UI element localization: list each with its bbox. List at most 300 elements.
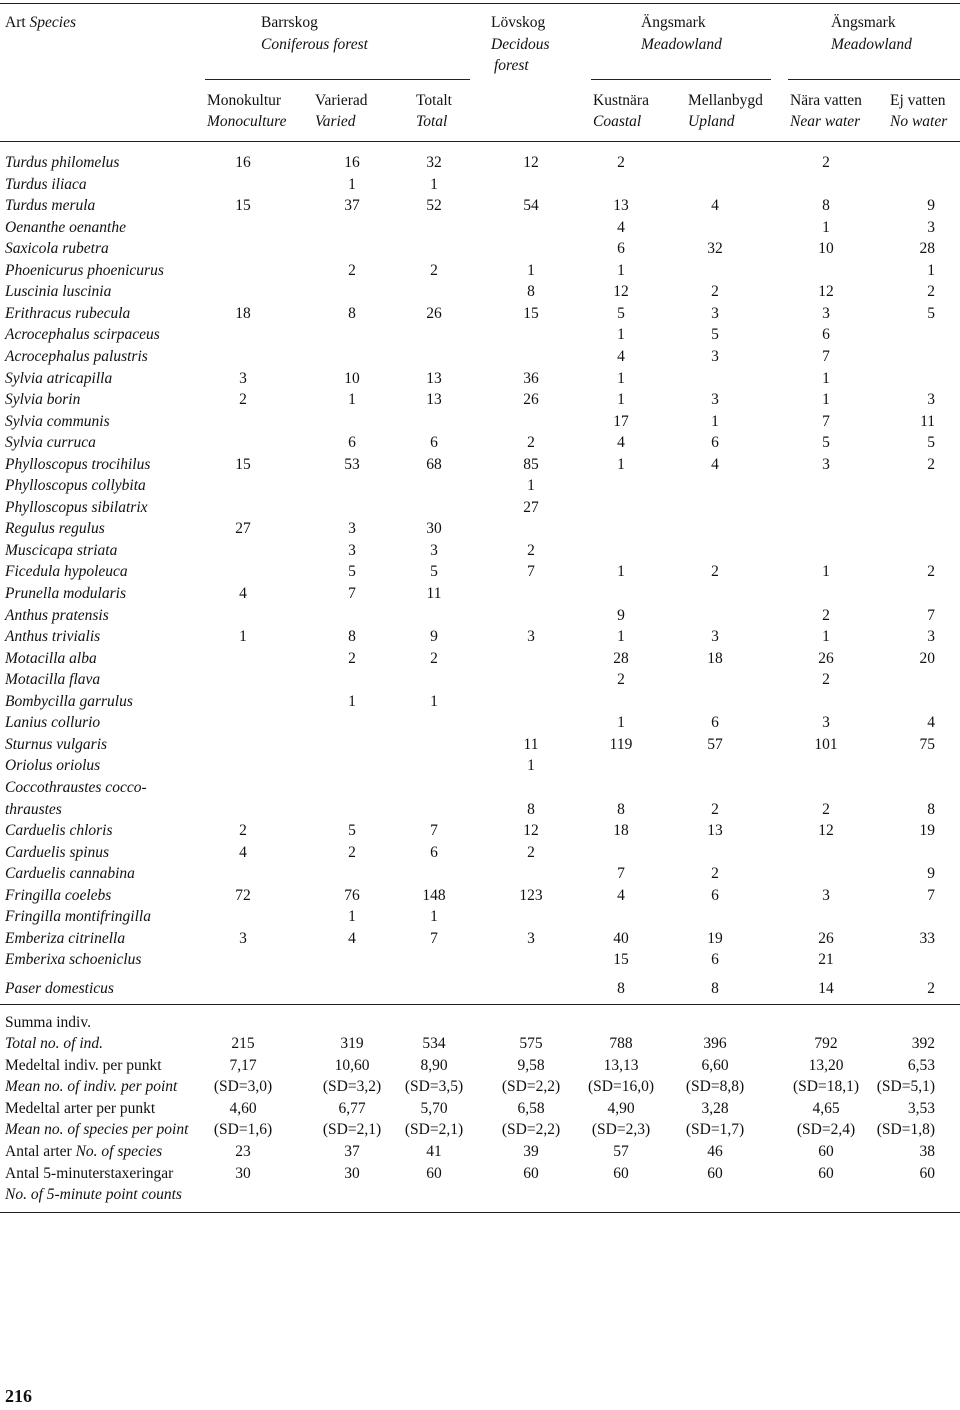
summary-cell: 6,58 <box>517 1100 545 1117</box>
table-cell: 8 <box>527 800 535 818</box>
table-cell: 8 <box>348 628 356 646</box>
table-cell: 2 <box>430 649 438 667</box>
table-cell: 1 <box>822 369 830 387</box>
table-cell: 75 <box>919 735 935 753</box>
table-cell: 7 <box>527 563 535 581</box>
col-totalt-sv: Totalt <box>416 92 452 109</box>
species-name: Acrocephalus scirpaceus <box>5 326 160 344</box>
table-cell: 27 <box>523 498 539 516</box>
summary-cell: 60 <box>818 1165 834 1182</box>
table-cell: 2 <box>822 154 830 171</box>
table-cell: 13 <box>707 822 723 840</box>
summary-cell: (SD=2,4) <box>796 1121 856 1138</box>
table-cell: 6 <box>348 434 356 452</box>
table-cell: 3 <box>348 541 356 559</box>
group-rule-angsmark2 <box>788 79 960 80</box>
table-cell: 18 <box>613 822 629 840</box>
group-angsmark2-sv: Ängsmark <box>831 14 896 31</box>
summary-label <box>5 1163 173 1185</box>
table-cell: 28 <box>919 240 935 258</box>
summary-cell: 10,60 <box>334 1057 370 1074</box>
table-cell: 10 <box>344 369 360 387</box>
table-cell: 1 <box>617 563 625 581</box>
summary-cell: (SD=16,0) <box>587 1078 655 1095</box>
summary-label-part: Medeltal arter per punkt <box>5 1100 156 1117</box>
table-cell: 6 <box>711 951 719 969</box>
summary-cell: 9,58 <box>517 1057 545 1074</box>
table-cell: 6 <box>430 843 438 861</box>
summary-cell: 4,65 <box>812 1100 840 1117</box>
summary-cell: (SD=2,2) <box>501 1121 561 1138</box>
table-cell: 6 <box>430 434 438 452</box>
table-cell: 13 <box>426 369 442 387</box>
table-cell: 9 <box>617 606 625 624</box>
table-cell: 5 <box>348 822 356 840</box>
summary-cell: 3,53 <box>907 1100 935 1117</box>
summary-label <box>5 1012 91 1034</box>
table-cell: 3 <box>927 218 935 236</box>
table-cell: 2 <box>711 563 719 581</box>
group-angsmark1-sv: Ängsmark <box>641 14 706 31</box>
table-cell: 3 <box>822 304 830 322</box>
table-cell: 1 <box>430 908 438 926</box>
table-cell: 2 <box>430 261 438 279</box>
group-lovskog-sv: Lövskog <box>491 14 546 31</box>
table-cell: 7 <box>822 347 830 365</box>
summary-cell: 392 <box>911 1035 935 1052</box>
table-cell: 3 <box>527 628 535 646</box>
species-name: Sylvia atricapilla <box>5 369 113 387</box>
col-kustnara-en: Coastal <box>593 113 642 130</box>
species-name: Turdus iliaca <box>5 175 87 193</box>
table-cell: 1 <box>430 175 438 193</box>
table-cell: 5 <box>711 326 719 344</box>
summary-cell: 30 <box>235 1165 251 1182</box>
table-cell: 7 <box>927 606 935 624</box>
table-cell: 3 <box>527 929 535 947</box>
summary-label-part: Antal 5-minuterstaxeringar <box>5 1165 174 1182</box>
table-cell: 2 <box>711 800 719 818</box>
col-monokultur-sv: Monokultur <box>207 92 282 109</box>
col-ej-vatten-en: No water <box>890 113 948 130</box>
table-cell: 15 <box>235 455 251 473</box>
table-cell: 21 <box>818 951 834 969</box>
table-cell: 101 <box>814 735 838 753</box>
species-name: Luscinia luscinia <box>5 283 112 301</box>
summary-cell: (SD=2,1) <box>404 1121 464 1138</box>
species-name: Motacilla alba <box>5 649 97 667</box>
summary-cell: 37 <box>344 1143 360 1160</box>
table-cell: 1 <box>617 455 625 473</box>
summary-label <box>5 1119 188 1141</box>
page-number: 216 <box>5 1386 32 1406</box>
table-cell: 1 <box>617 714 625 732</box>
species-name: Saxicola rubetra <box>5 240 109 258</box>
table-cell: 1 <box>617 628 625 646</box>
summary-cell: 3,28 <box>701 1100 729 1117</box>
table-cell: 36 <box>523 369 539 387</box>
table-cell: 30 <box>426 520 442 538</box>
summary-cell: 13,20 <box>808 1057 844 1074</box>
table-cell: 3 <box>711 391 719 409</box>
summary-cell: 792 <box>814 1035 838 1052</box>
table-cell: 4 <box>617 347 625 365</box>
species-name: Sylvia borin <box>5 391 81 409</box>
table-cell: 3 <box>348 520 356 538</box>
table-cell: 4 <box>617 218 625 236</box>
table-cell: 2 <box>927 283 935 301</box>
table-cell: 2 <box>348 649 356 667</box>
species-name: Bombycilla garrulus <box>5 692 133 710</box>
species-name: Emberixa schoeniclus <box>5 951 142 969</box>
summary-cell: (SD=1,7) <box>685 1121 745 1138</box>
table-cell: 16 <box>344 154 360 171</box>
table-cell: 37 <box>344 197 360 215</box>
table-cell: 15 <box>523 304 539 322</box>
group-lovskog-en2: forest <box>494 57 529 74</box>
table-cell: 72 <box>235 886 251 904</box>
table-cell: 4 <box>617 886 625 904</box>
summary-cell: 60 <box>523 1165 539 1182</box>
table-cell: 9 <box>927 865 935 883</box>
summary-cell: (SD=5,1) <box>876 1078 935 1095</box>
group-barrskog-sv: Barrskog <box>261 14 318 31</box>
species-name: Turdus merula <box>5 197 96 215</box>
species-name: Regulus regulus <box>5 520 105 538</box>
table-cell: 27 <box>235 520 251 538</box>
table-cell: 5 <box>430 563 438 581</box>
summary-cell: 23 <box>235 1143 251 1160</box>
col-totalt-en: Total <box>416 113 448 130</box>
col-mellanbygd-sv: Mellanbygd <box>688 92 763 109</box>
table-cell: 7 <box>348 585 356 602</box>
table-cell: 1 <box>527 261 535 279</box>
header-art-species <box>5 12 76 34</box>
summary-cell: (SD=3,5) <box>404 1078 464 1095</box>
summary-cell: 30 <box>344 1165 360 1182</box>
summary-label <box>5 1098 155 1120</box>
table-cell: 1 <box>348 692 356 710</box>
table-cell: 7 <box>822 412 830 430</box>
table-cell: 2 <box>617 671 625 689</box>
table-cell: 1 <box>822 628 830 646</box>
group-lovskog-en: Decidous <box>491 36 550 53</box>
table-cell: 12 <box>523 822 539 840</box>
table-cell: 1 <box>617 326 625 344</box>
table-cell: 2 <box>822 606 830 624</box>
group-rule-barrskog <box>205 79 470 80</box>
summary-cell: 788 <box>609 1035 633 1052</box>
species-name: Oenanthe oenanthe <box>5 218 126 236</box>
summary-label <box>5 1141 162 1163</box>
summary-cell: 39 <box>523 1143 539 1160</box>
table-cell: 2 <box>239 391 247 409</box>
table-cell: 11 <box>920 412 935 430</box>
table-cell: 13 <box>426 391 442 409</box>
table-cell: 9 <box>927 197 935 215</box>
species-name: Fringilla montifringilla <box>5 908 151 926</box>
table-cell: 5 <box>927 434 935 452</box>
summary-cell: 4,90 <box>607 1100 635 1117</box>
species-name: Oriolus oriolus <box>5 757 101 775</box>
group-angsmark1-en: Meadowland <box>641 36 722 53</box>
summary-cell: (SD=8,8) <box>685 1078 745 1095</box>
summary-cell: (SD=3,0) <box>213 1078 273 1095</box>
table-cell: 4 <box>927 714 935 732</box>
species-name: Carduelis spinus <box>5 843 110 861</box>
species-name: Anthus trivialis <box>5 628 101 646</box>
summary-label <box>5 1184 182 1206</box>
table-cell: 57 <box>707 735 723 753</box>
summary-label-part: Total no. of ind. <box>5 1035 104 1052</box>
species-name: Sylvia curruca <box>5 434 96 452</box>
table-cell: 6 <box>711 886 719 904</box>
summary-label <box>5 1033 103 1055</box>
table-cell: 2 <box>348 843 356 861</box>
table-cell: 3 <box>927 391 935 409</box>
table-cell: 2 <box>527 434 535 452</box>
summary-cell: 7,17 <box>229 1057 257 1074</box>
table-cell: 26 <box>523 391 539 409</box>
species-name: Motacilla flava <box>5 671 101 689</box>
summary-cell: 8,90 <box>420 1057 448 1074</box>
table-cell: 26 <box>818 649 834 667</box>
summary-cell: (SD=1,6) <box>213 1121 273 1138</box>
species-name: Phoenicurus phoenicurus <box>5 261 164 279</box>
table-cell: 4 <box>617 434 625 452</box>
species-name: Phylloscopus trocihilus <box>5 455 151 473</box>
species-name: Lanius collurio <box>5 714 101 732</box>
species-name: Sylvia communis <box>5 412 110 430</box>
species-name-cont: thraustes <box>5 800 62 818</box>
table-cell: 7 <box>430 929 438 947</box>
table-cell: 3 <box>822 886 830 904</box>
table-cell: 6 <box>711 434 719 452</box>
table-cell: 3 <box>822 455 830 473</box>
table-cell: 2 <box>927 455 935 473</box>
table-cell: 1 <box>348 391 356 409</box>
species-name: Carduelis chloris <box>5 822 113 840</box>
summary-cell: 5,70 <box>420 1100 448 1117</box>
col-nara-vatten-sv: Nära vatten <box>790 92 862 109</box>
species-name: Paser domesticus <box>5 979 114 997</box>
summary-cell: 396 <box>703 1035 727 1052</box>
table-cell: 3 <box>430 541 438 559</box>
table-cell: 119 <box>609 735 633 753</box>
table-cell: 1 <box>617 261 625 279</box>
table-cell: 3 <box>927 628 935 646</box>
col-ej-vatten-sv: Ej vatten <box>890 92 946 109</box>
table-cell: 6 <box>822 326 830 344</box>
table-cell: 8 <box>527 283 535 301</box>
table-cell: 4 <box>348 929 356 947</box>
species-name: Phylloscopus collybita <box>5 477 146 495</box>
table-cell: 52 <box>426 197 442 215</box>
table-cell: 8 <box>711 979 719 997</box>
table-cell: 1 <box>527 757 535 775</box>
table-cell: 53 <box>344 455 360 473</box>
summary-cell: 57 <box>613 1143 629 1160</box>
species-name: Ficedula hypoleuca <box>5 563 128 581</box>
summary-cell: (SD=18,1) <box>792 1078 860 1095</box>
summary-label-part: Mean no. of species per point <box>5 1121 189 1138</box>
table-cell: 2 <box>711 283 719 301</box>
group-barrskog-en: Coniferous forest <box>261 36 368 53</box>
summary-cell: 13,13 <box>603 1057 639 1074</box>
group-angsmark2-en: Meadowland <box>831 36 912 53</box>
table-cell: 19 <box>919 822 935 840</box>
table-cell: 7 <box>430 822 438 840</box>
summary-label-part: Summa indiv. <box>5 1014 91 1031</box>
species-name: Coccothraustes cocco- <box>5 778 147 796</box>
summary-label <box>5 1076 177 1098</box>
summary-cell: 215 <box>231 1035 255 1052</box>
header-species: Species <box>29 14 77 31</box>
table-cell: 2 <box>927 563 935 581</box>
summary-cell: 60 <box>919 1165 935 1182</box>
summary-cell: 575 <box>519 1035 543 1052</box>
table-cell: 2 <box>348 261 356 279</box>
table-cell: 15 <box>613 951 629 969</box>
table-cell: 18 <box>707 649 723 667</box>
summary-cell: (SD=2,1) <box>322 1121 382 1138</box>
summary-cell: 6,53 <box>907 1057 935 1074</box>
table-cell: 54 <box>523 197 539 215</box>
summary-label-part: Mean no. of indiv. per point <box>5 1078 178 1095</box>
table-cell: 16 <box>235 154 251 171</box>
col-kustnara-sv: Kustnära <box>593 92 649 109</box>
table-cell: 4 <box>239 585 247 602</box>
table-cell: 17 <box>613 412 629 430</box>
table-cell: 123 <box>519 886 543 904</box>
table-cell: 1 <box>617 391 625 409</box>
table-cell: 3 <box>711 347 719 365</box>
table-bottom-rule <box>0 1212 960 1213</box>
summary-cell: 60 <box>818 1143 834 1160</box>
table-cell: 1 <box>430 692 438 710</box>
table-cell: 3 <box>711 628 719 646</box>
summary-cell: 4,60 <box>229 1100 257 1117</box>
table-cell: 13 <box>613 197 629 215</box>
table-cell: 8 <box>822 197 830 215</box>
table-cell: 5 <box>617 304 625 322</box>
table-cell: 6 <box>711 714 719 732</box>
table-cell: 4 <box>239 843 247 861</box>
table-cell: 1 <box>348 175 356 193</box>
table-cell: 28 <box>613 649 629 667</box>
table-cell: 33 <box>919 929 935 947</box>
table-top-rule <box>0 3 960 4</box>
col-monokultur-en: Monoculture <box>207 113 287 130</box>
table-cell: 2 <box>527 541 535 559</box>
summary-cell: 38 <box>919 1143 935 1160</box>
table-cell: 148 <box>422 886 446 904</box>
col-varierad-en: Varied <box>315 113 356 130</box>
table-cell: 4 <box>711 455 719 473</box>
summary-cell: (SD=2,3) <box>591 1121 651 1138</box>
table-cell: 9 <box>430 628 438 646</box>
table-cell: 10 <box>818 240 834 258</box>
table-cell: 5 <box>927 304 935 322</box>
table-cell: 12 <box>613 283 629 301</box>
table-cell: 76 <box>344 886 360 904</box>
summary-label-part: No. of species <box>75 1143 163 1160</box>
table-cell: 14 <box>818 979 834 997</box>
summary-cell: 60 <box>707 1165 723 1182</box>
table-cell: 26 <box>426 304 442 322</box>
table-cell: 4 <box>711 197 719 215</box>
table-cell: 11 <box>523 735 539 753</box>
table-cell: 5 <box>822 434 830 452</box>
group-rule-angsmark1 <box>591 79 771 80</box>
table-cell: 3 <box>711 304 719 322</box>
table-cell: 3 <box>239 369 247 387</box>
table-cell: 2 <box>617 154 625 171</box>
table-cell: 2 <box>822 671 830 689</box>
summary-cell: 60 <box>426 1165 442 1182</box>
species-name: Carduelis cannabina <box>5 865 135 883</box>
table-cell: 68 <box>426 455 442 473</box>
table-cell: 2 <box>822 800 830 818</box>
table-cell: 15 <box>235 197 251 215</box>
summary-cell: (SD=2,2) <box>501 1078 561 1095</box>
table-cell: 18 <box>235 304 251 322</box>
table-cell: 12 <box>818 283 834 301</box>
table-cell: 1 <box>348 908 356 926</box>
summary-label-part: Medeltal indiv. per punkt <box>5 1057 162 1074</box>
table-cell: 6 <box>617 240 625 258</box>
table-cell: 32 <box>707 240 723 258</box>
table-cell: 8 <box>348 304 356 322</box>
species-name: Turdus philomelus <box>5 154 120 171</box>
table-cell: 40 <box>613 929 629 947</box>
species-name: Prunella modularis <box>5 585 126 602</box>
table-cell: 26 <box>818 929 834 947</box>
table-cell: 1 <box>822 563 830 581</box>
header-art: Art <box>5 14 26 31</box>
header-bottom-rule <box>0 141 960 142</box>
col-varierad-sv: Varierad <box>315 92 368 109</box>
table-cell: 1 <box>527 477 535 495</box>
summary-cell: (SD=1,8) <box>876 1121 935 1138</box>
summary-cell: 6,77 <box>338 1100 366 1117</box>
species-name: Sturnus vulgaris <box>5 735 108 753</box>
species-name: Erithracus rubecula <box>5 304 131 322</box>
table-cell: 2 <box>527 843 535 861</box>
summary-cell: 319 <box>340 1035 364 1052</box>
summary-cell: 46 <box>707 1143 723 1160</box>
table-cell: 5 <box>348 563 356 581</box>
summary-label <box>5 1055 162 1077</box>
table-cell: 2 <box>239 822 247 840</box>
summary-cell: 6,60 <box>701 1057 729 1074</box>
species-name: Anthus pratensis <box>5 606 109 624</box>
table-cell: 32 <box>426 154 442 171</box>
table-cell: 1 <box>617 369 625 387</box>
summary-cell: 534 <box>422 1035 446 1052</box>
table-cell: 3 <box>822 714 830 732</box>
table-cell: 3 <box>239 929 247 947</box>
table-cell: 2 <box>927 979 935 997</box>
table-cell: 11 <box>426 585 442 602</box>
summary-cell: 41 <box>426 1143 442 1160</box>
table-cell: 1 <box>927 261 935 279</box>
col-mellanbygd-en: Upland <box>688 113 735 130</box>
table-cell: 1 <box>239 628 247 646</box>
table-cell: 7 <box>927 886 935 904</box>
table-cell: 20 <box>919 649 935 667</box>
table-cell: 1 <box>822 391 830 409</box>
